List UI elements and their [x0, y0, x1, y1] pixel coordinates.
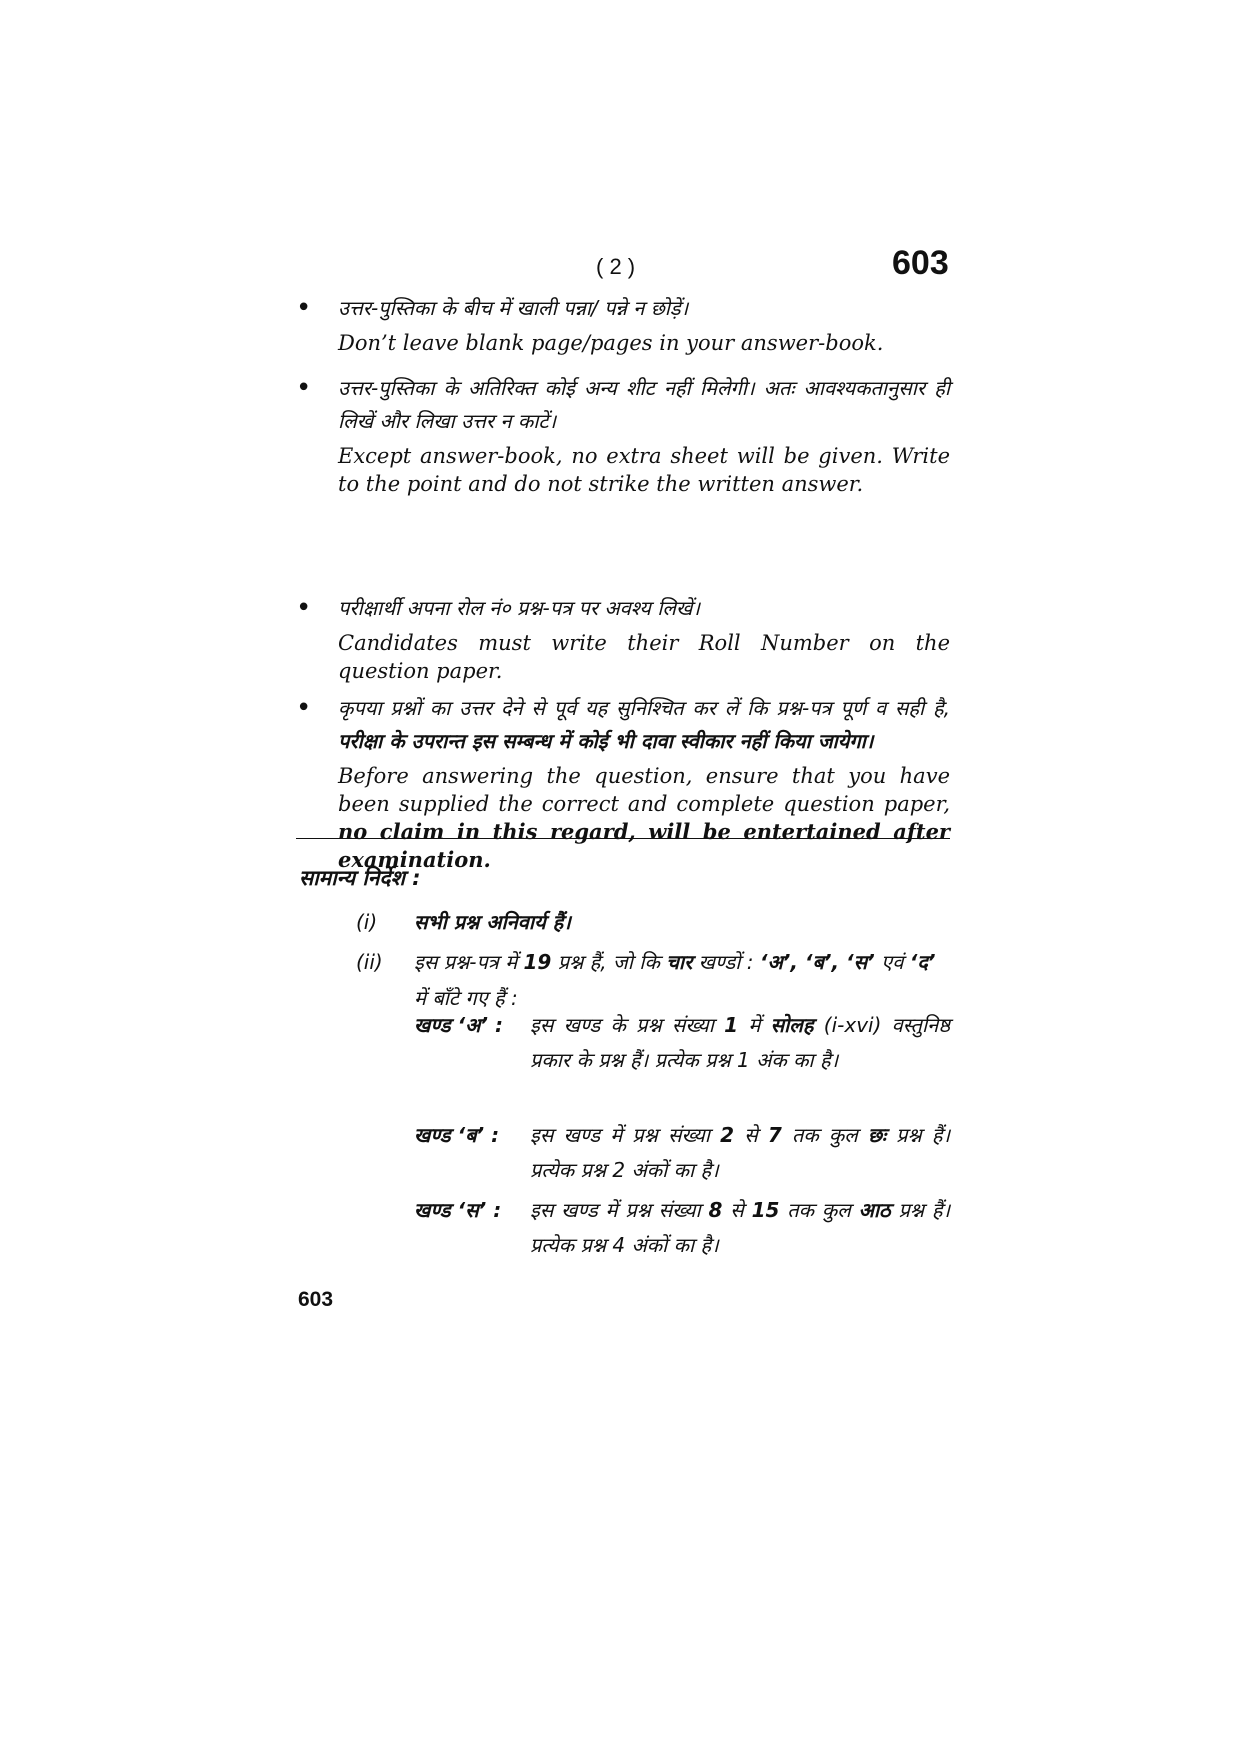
bullet-hindi-text: • उत्तर-पुस्तिका के अतिरिक्त कोई अन्य शीट नहीं मिलेगी। अतः आवश्यकतानुसार ही लिखें और लिखा उत्तर न काटें।	[338, 376, 950, 433]
bullet-hindi-text: • उत्तर-पुस्तिका के बीच में खाली पन्ना/ पन्ने न छोड़ें।	[338, 296, 689, 320]
text-part: में बाँटे गए हैं :	[414, 986, 518, 1010]
english-bold-text: no claim in this regard, will be entertained after examination.	[338, 819, 950, 872]
text-part: खण्डों :	[698, 950, 754, 974]
question-number-from: 2	[720, 1123, 735, 1147]
instructions-bullet-list	[296, 292, 950, 874]
text-part: (i-xvi) वस्तुनिष्ठ प्रकार के प्रश्न हैं। प्रत्येक प्रश्न 1 अंक का है।	[530, 1013, 951, 1072]
section-count: चार	[666, 950, 693, 974]
section-names: ‘अ’, ‘ब’, ‘स’	[759, 950, 875, 974]
bullet-hindi-text: • परीक्षार्थी अपना रोल नं० प्रश्न-पत्र पर अवश्य लिखें।	[338, 596, 700, 620]
bullet-roll-number	[296, 592, 950, 692]
question-number-to: 15	[751, 1198, 780, 1222]
hindi-plain-text: कृपया प्रश्नों का उत्तर देने से पूर्व यह सुनिश्चित कर लें कि प्रश्न-पत्र पूर्ण व सही है,	[338, 696, 950, 720]
instruction-text	[414, 904, 947, 940]
bullet-english-text: Don’t leave blank page/pages in your answer-book.	[338, 331, 884, 355]
bullet-verify-paper	[296, 692, 950, 874]
instruction-text	[414, 944, 947, 1016]
text-part: प्रश्न हैं। प्रत्येक प्रश्न 2 अंकों का है।	[530, 1123, 951, 1182]
text-part: एवं	[881, 950, 904, 974]
question-count: 19	[523, 950, 552, 974]
text-part: इस खण्ड के प्रश्न संख्या	[530, 1013, 714, 1037]
bullet-english-text: Except answer-book, no extra sheet will be given. Write to the point and do not strike the written answer.	[338, 444, 950, 496]
text-part: तक कुल	[791, 1123, 858, 1147]
bullet-english-text: Candidates must write their Roll Number on the question paper.	[338, 631, 950, 683]
section-text	[530, 1193, 950, 1263]
section-text	[530, 1008, 950, 1078]
question-number-to: 7	[767, 1123, 782, 1147]
instruction-number: (i)	[356, 910, 378, 934]
paper-code-header: 603	[892, 244, 949, 282]
section-b-description	[414, 1118, 950, 1188]
question-number-from: 8	[708, 1198, 723, 1222]
question-count: छः	[867, 1123, 887, 1147]
bullet-english-text	[338, 762, 950, 874]
section-label: खण्ड ‘ब’ :	[414, 1123, 500, 1147]
section-name-last: ‘द’	[909, 950, 936, 974]
text-part: से	[744, 1123, 758, 1147]
section-a-description	[414, 1008, 950, 1078]
text-part: इस खण्ड में प्रश्न संख्या	[530, 1123, 710, 1147]
paper-code-footer: 603	[298, 1288, 334, 1311]
bullet-blank-pages	[296, 292, 950, 372]
hindi-bold-text: परीक्षा के उपरान्त इस सम्बन्ध में कोई भी दावा स्वीकार नहीं किया जायेगा।	[338, 729, 874, 753]
general-instructions-title: सामान्य निर्देश :	[299, 866, 421, 890]
section-c-description	[414, 1193, 950, 1263]
section-label: खण्ड ‘स’ :	[414, 1198, 502, 1222]
text-part: प्रश्न हैं, जो कि	[557, 950, 660, 974]
text-part: इस प्रश्न-पत्र में	[414, 950, 518, 974]
text-part: प्रश्न हैं। प्रत्येक प्रश्न 4 अंकों का है।	[530, 1198, 951, 1257]
page-number: ( 2 )	[596, 254, 636, 279]
section-label: खण्ड ‘अ’ :	[414, 1013, 503, 1037]
question-count: आठ	[858, 1198, 891, 1222]
question-number: 1	[724, 1013, 739, 1037]
text-part: से	[730, 1198, 744, 1222]
instruction-number: (ii)	[356, 950, 383, 974]
text-part: तक कुल	[787, 1198, 851, 1222]
instruction-bold-text: सभी प्रश्न अनिवार्य हैं।	[414, 910, 571, 934]
english-plain-text: Before answering the question, ensure that you have been supplied the correct and complete question paper,	[338, 764, 950, 816]
text-part: इस खण्ड में प्रश्न संख्या	[530, 1198, 701, 1222]
section-text	[530, 1118, 950, 1188]
question-count: सोलह	[770, 1013, 814, 1037]
bullet-hindi-text	[338, 692, 950, 758]
divider-line	[296, 838, 950, 839]
text-part: में	[748, 1013, 761, 1037]
bullet-extra-sheet	[296, 372, 950, 592]
